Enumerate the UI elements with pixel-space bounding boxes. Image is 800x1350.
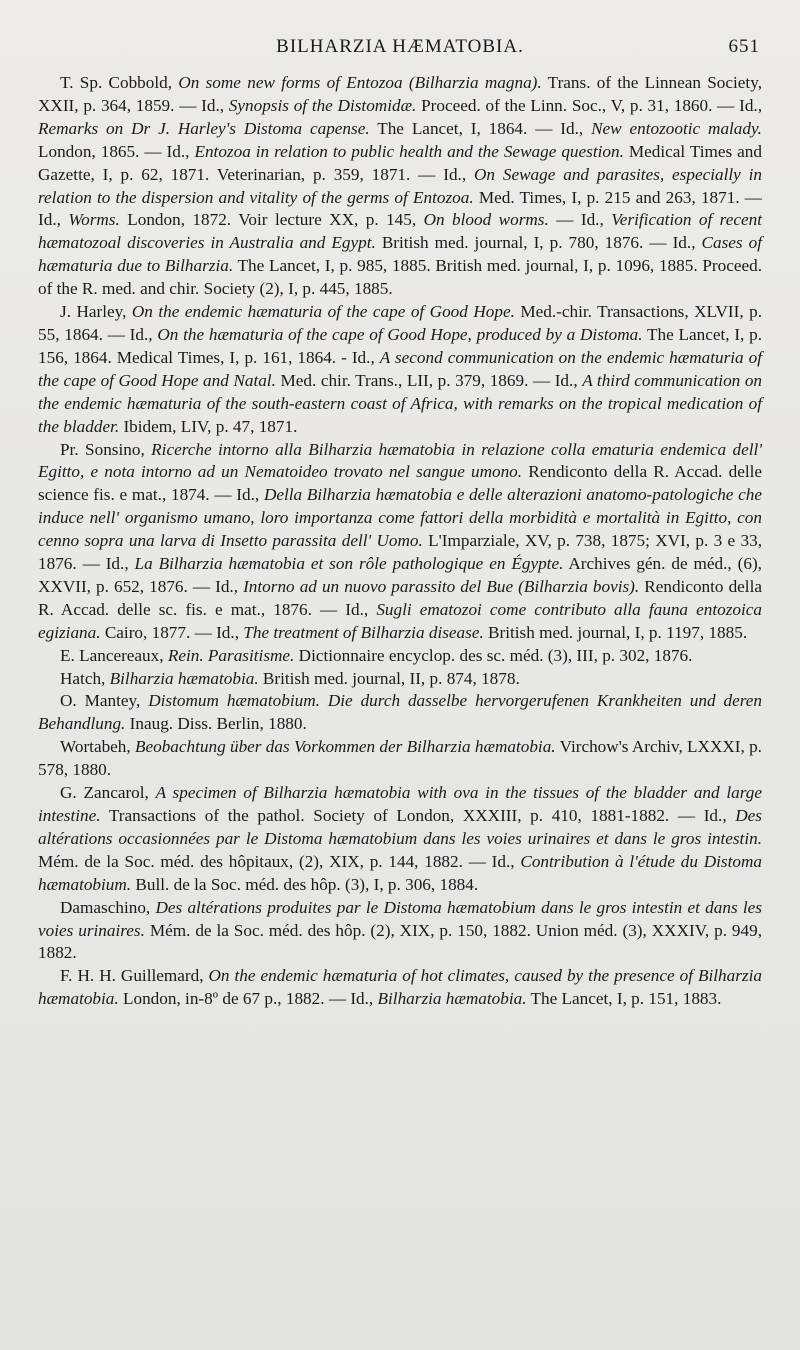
work-title: Rein. Parasitisme. [167, 645, 295, 665]
citation-text: J. Harley, [60, 302, 132, 322]
bibliography-entry [38, 668, 762, 691]
citation-text: London, 1865. — Id., [38, 141, 195, 161]
citation-text: G. Zancarol, [60, 783, 156, 803]
work-title: Worms. [68, 210, 120, 230]
bibliography-entry [38, 72, 762, 301]
citation-text: Rendiconto della R. Accad. delle science fis. e mat., 1874. — Id., [38, 462, 762, 505]
work-title: Bilharzia hæmatobia. [377, 989, 527, 1009]
citation-text: Virchow's Archiv, LXXXI, p. 578, 1880. [38, 737, 762, 780]
work-title: La Bilharzia hæmatobia et son rôle pathologique en Égypte. [134, 554, 564, 574]
bibliography-entry [38, 965, 762, 1011]
work-title: Remarks on Dr J. Harley's Distoma capense. [38, 118, 370, 138]
work-title: The treatment of Bilharzia disease. [243, 622, 484, 642]
work-title: On the hæmaturia of the cape of Good Hope, produced by a Distoma. [157, 324, 643, 344]
citation-text: Med. Times, I, p. 215 and 263, 1871. — Id., [38, 187, 762, 230]
work-title: On the endemic hæmaturia of the cape of Good Hope. [131, 302, 515, 322]
work-title: Sugli ematozoi come contributo alla fauna entozoica egiziana. [38, 599, 762, 642]
citation-text: Trans. of the Linnean Society, XXII, p. 364, 1859. — Id., [38, 73, 762, 115]
citation-text: E. Lancereaux, [60, 645, 168, 665]
citation-text: Pr. Sonsino, [60, 439, 152, 459]
work-title: A second communication on the endemic hæmaturia of the cape of Good Hope and Natal. [38, 347, 762, 390]
work-title: Contribution à l'étude du Distoma hæmatobium. [38, 851, 762, 894]
citation-text: L'Imparziale, XV, p. 738, 1875; XVI, p. 3 e 33, 1876. — Id., [38, 531, 762, 574]
citation-text: Proceed. of the Linn. Soc., V, p. 31, 1860. — Id., [416, 95, 763, 115]
citation-text: Dictionnaire encyclop. des sc. méd. (3), III, p. 302, 1876. [294, 645, 693, 665]
citation-text: Transactions of the pathol. Society of London, XXXIII, p. 410, 1881-1882. — Id., [100, 806, 736, 825]
work-title: Des altérations produites par le Distoma hæmatobium dans le gros intestin et dans les voies urinaires. [38, 897, 762, 940]
citation-text: T. Sp. Cobbold, [60, 73, 179, 92]
work-title: New entozootic malady. [591, 118, 762, 138]
citation-text: The Lancet, I, p. 151, 1883. [526, 989, 722, 1009]
citation-text: Med.-chir. Transactions, XLVII, p. 55, 1864. — Id., [38, 302, 762, 344]
work-title: Della Bilharzia hæmatobia e delle alterazioni anatomo-patologiche che induce nell' organismo umano, loro importanza come fattori della morbidità e mortalità in Egitto, con cenno sopra una larva di Insetto parassita dell' Uomo. [38, 485, 762, 551]
bibliography-entry [38, 645, 762, 668]
citation-text: Wortabeh, [60, 737, 135, 757]
citation-text: — Id., [548, 210, 612, 230]
bibliography-body [38, 72, 762, 1011]
citation-text: Hatch, [60, 668, 110, 688]
citation-text: Mém. de la Soc. méd. des hôp. (2), XIX, p. 150, 1882. Union méd. (3), XXXIV, p. 949, 1882. [38, 920, 762, 963]
citation-text: Mém. de la Soc. méd. des hôpitaux, (2), XIX, p. 144, 1882. — Id., [38, 851, 521, 871]
bibliography-entry [38, 782, 762, 897]
bibliography-entry [38, 736, 762, 782]
bibliography-entry [38, 897, 762, 966]
work-title: On some new forms of Entozoa (Bilharzia magna). [178, 73, 542, 92]
work-title: A third communication on the endemic hæmaturia of the south-eastern coast of Africa, with remarks on the tropical medication of the bladder. [38, 370, 763, 436]
citation-text: London, in-8º de 67 p., 1882. — Id., [118, 989, 378, 1009]
citation-text: London, 1872. Voir lecture XX, p. 145, [119, 210, 424, 230]
bibliography-entry [38, 301, 762, 438]
work-title: Bilharzia hæmatobia. [109, 668, 259, 688]
bibliography-entry [38, 690, 762, 736]
work-title: On Sewage and parasites, especially in relation to the dispersion and vitality of the germs of Entozoa. [38, 164, 762, 207]
work-title: On blood worms. [423, 210, 549, 230]
bibliography-entry [38, 439, 762, 645]
work-title: Synopsis of the Distomidæ. [228, 95, 417, 115]
work-title: On the endemic hæmaturia of hot climates, caused by the presence of Bilharzia hæmatobia. [38, 966, 762, 1009]
work-title: Des altérations occasionnées par le Distoma hæmatobium dans les voies urinaires et dans le gros intestin. [38, 806, 762, 848]
citation-text: F. H. H. Guillemard, [60, 966, 209, 986]
page-number: 651 [728, 36, 760, 57]
citation-text: Bull. de la Soc. méd. des hôp. (3), I, p. 306, 1884. [131, 874, 479, 894]
citation-text: Archives gén. de méd., (6), XXVII, p. 652, 1876. — Id., [38, 554, 762, 596]
citation-text: Med. chir. Trans., LII, p. 379, 1869. — Id., [275, 370, 583, 390]
citation-text: The Lancet, I, p. 156, 1864. Medical Times, I, p. 161, 1864. - Id., [38, 324, 762, 367]
work-title: Intorno ad un nuovo parassito del Bue (Bilharzia bovis). [243, 576, 640, 596]
work-title: Distomum hæmatobium. Die durch dasselbe hervorgerufenen Krankheiten und deren Behandlung. [38, 691, 762, 734]
work-title: A specimen of Bilharzia hæmatobia with ova in the tissues of the bladder and large intestine. [38, 783, 763, 825]
citation-text: The Lancet, I, 1864. — Id., [369, 118, 592, 138]
citation-text: Cairo, 1877. — Id., [100, 622, 244, 642]
citation-text: O. Mantey, [60, 691, 149, 711]
citation-text: Medical Times and Gazette, I, p. 62, 1871. Veterinarian, p. 359, 1871. — Id., [38, 141, 762, 184]
work-title: Beobachtung über das Vorkommen der Bilharzia hæmatobia. [134, 737, 556, 757]
running-title: BILHARZIA HÆMATOBIA. [276, 36, 524, 57]
work-title: Verification of recent hæmatozoal discoveries in Australia and Egypt. [38, 210, 762, 253]
citation-text: The Lancet, I, p. 985, 1885. British med. journal, I, p. 1096, 1885. Proceed. of the R. med. and chir. Society (2), I, p. 445, 1885. [38, 256, 762, 299]
citation-text: Rendiconto della R. Accad. delle sc. fis. e mat., 1876. — Id., [38, 576, 762, 619]
citation-text: British med. journal, II, p. 874, 1878. [258, 668, 520, 688]
work-title: Cases of hæmaturia due to Bilharzia. [38, 233, 762, 276]
work-title: Entozoa in relation to public health and the Sewage question. [194, 141, 624, 161]
citation-text: British med. journal, I, p. 780, 1876. — Id., [375, 233, 702, 253]
citation-text: Ibidem, LIV, p. 47, 1871. [119, 416, 298, 436]
running-header [38, 36, 762, 68]
citation-text: Damaschino, [60, 897, 156, 917]
citation-text: Inaug. Diss. Berlin, 1880. [125, 714, 307, 734]
citation-text: British med. journal, I, p. 1197, 1885. [483, 622, 748, 642]
work-title: Ricerche intorno alla Bilharzia hæmatobia in relazione colla ematuria endemica dell' Egitto, e nota intorno ad un Nematoideo trovato nel sangue umono. [38, 439, 762, 482]
